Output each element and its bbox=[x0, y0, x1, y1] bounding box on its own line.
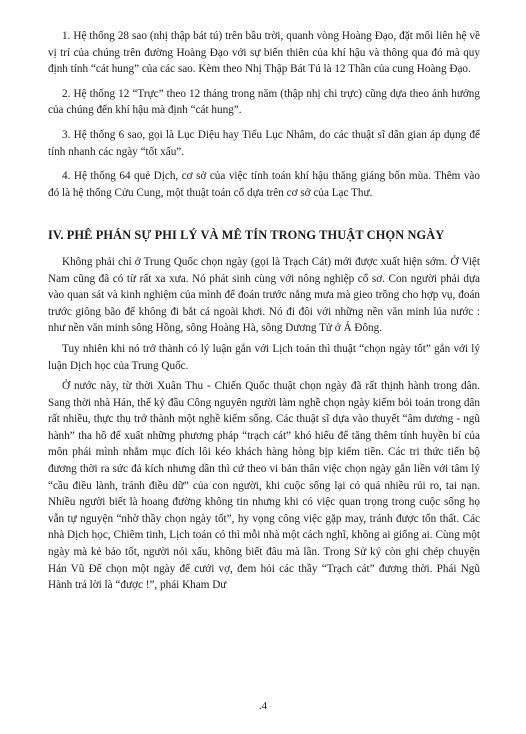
list-item-3: 3. Hệ thống 6 sao, gọi là Lục Diệu hay Tiểu Lục Nhâm, do các thuật sĩ dân gian áp dụng để tính nhanh các ngày “tốt xấu”. bbox=[48, 128, 480, 158]
list-item-2: 2. Hệ thống 12 “Trực” theo 12 tháng trong năm (thập nhị chi trực) cũng dựa theo ảnh hưởng của chúng đến khí hậu mà định “cát hung”. bbox=[48, 87, 480, 117]
list-item-1: 1. Hệ thống 28 sao (nhị thập bát tú) trên bầu trời, quanh vòng Hoàng Đạo, đặt mối liên hệ về vị trí của chúng trên đường Hoàng Đạo với sự biến thiên của khí hậu và thông qua đó mà quy định tính “cát hung” của các sao. Kèm theo Nhị Thập Bát Tú là 12 Thần của cung Hoàng Đạo. bbox=[48, 30, 480, 76]
paragraph-2: Tuy nhiên khi nó trở thành có lý luận gắn với Lịch toán thì thuật “chọn ngày tốt” gắn với lý luận Dịch học của Trung Quốc. bbox=[48, 342, 480, 372]
page-number: .4 bbox=[258, 700, 268, 712]
paragraph-1: Không phải chỉ ở Trung Quốc chọn ngày (gọi là Trạch Cát) mới được xuất hiện sớm. Ở Việt Nam cũng đã có từ rất xa xưa. Nó phát sinh cùng với nông nghiệp cổ sơ. Con người phải dựa vào quan sát và kinh nghiệm của mình để đoán trước nắng mưa mà gieo trồng cho hợp vụ, đoán trước giông bão để không đi bắt cá ngoài khơi. Nó đi đôi với những nền văn minh lúa nước : như nền văn minh sông Hồng, sông Hoàng Hà, sông Dương Tử ở Á Đông. bbox=[48, 255, 480, 335]
paragraph-3: Ở nước này, từ thời Xuân Thu - Chiến Quốc thuật chọn ngày đã rất thịnh hành trong dân. Sang thời nhà Hán, thế kỷ đầu Công nguyên người làm nghề chọn ngày kiếm bói toán trong dân rất nhiều, thực thụ trở thành một nghề kiếm sống. Các thuật sĩ dựa vào thuyết “âm dương - ngũ hành” tha hồ để xuất những phương pháp “trạch cát” khó hiểu để tăng thêm tính huyền bí của môn phái mình nhằm mục đích lôi kéo khách hàng hòng bịp kiếm tiền. Các tri thức tiến bộ đương thời ra sức đả kích nhưng dần thì cứ theo vi bản thân việc chọn ngày gắn liền với tâm lý “cầu điều lành, tránh điều dữ” của con người, khi cuộc sống lại có quá nhiều rủi ro, tai nạn. Nhiều người biết là hoang đường không tin nhưng khi có việc quan trọng trong cuộc sống họ vẫn tự nguyện “nhờ thầy chọn ngày tốt”, hy vọng công việc gặp may, tránh được tổn thất. Các nhà Dịch học, Chiêm tinh, Lịch toán có thì mỗi nhà một cách nghĩ, không ai giống ai. Cùng một ngày mà kẻ bảo tốt, người nói xấu, không biết đâu mà lần. Trong Sử ký còn ghi chép chuyện Hán Vũ Đế chọn một ngày để cưới vợ, đem hỏi các thầy “Trạch cát” đương thời. Phái Ngũ Hành trả lời là “được !”, phái Kham Dư bbox=[48, 380, 480, 592]
list-item-4: 4. Hệ thống 64 quẻ Dịch, cơ sở của việc tính toán khí hậu thăng giáng bốn mùa. Thêm vào đó là hệ thống Cửu Cung, một thuật toán cổ dựa trên cơ sở của Lạc Thư. bbox=[48, 170, 480, 199]
section-heading: IV. PHÊ PHÁN SỰ PHI LÝ VÀ MÊ TÍN TRONG THUẬT CHỌN NGÀY bbox=[48, 228, 445, 243]
